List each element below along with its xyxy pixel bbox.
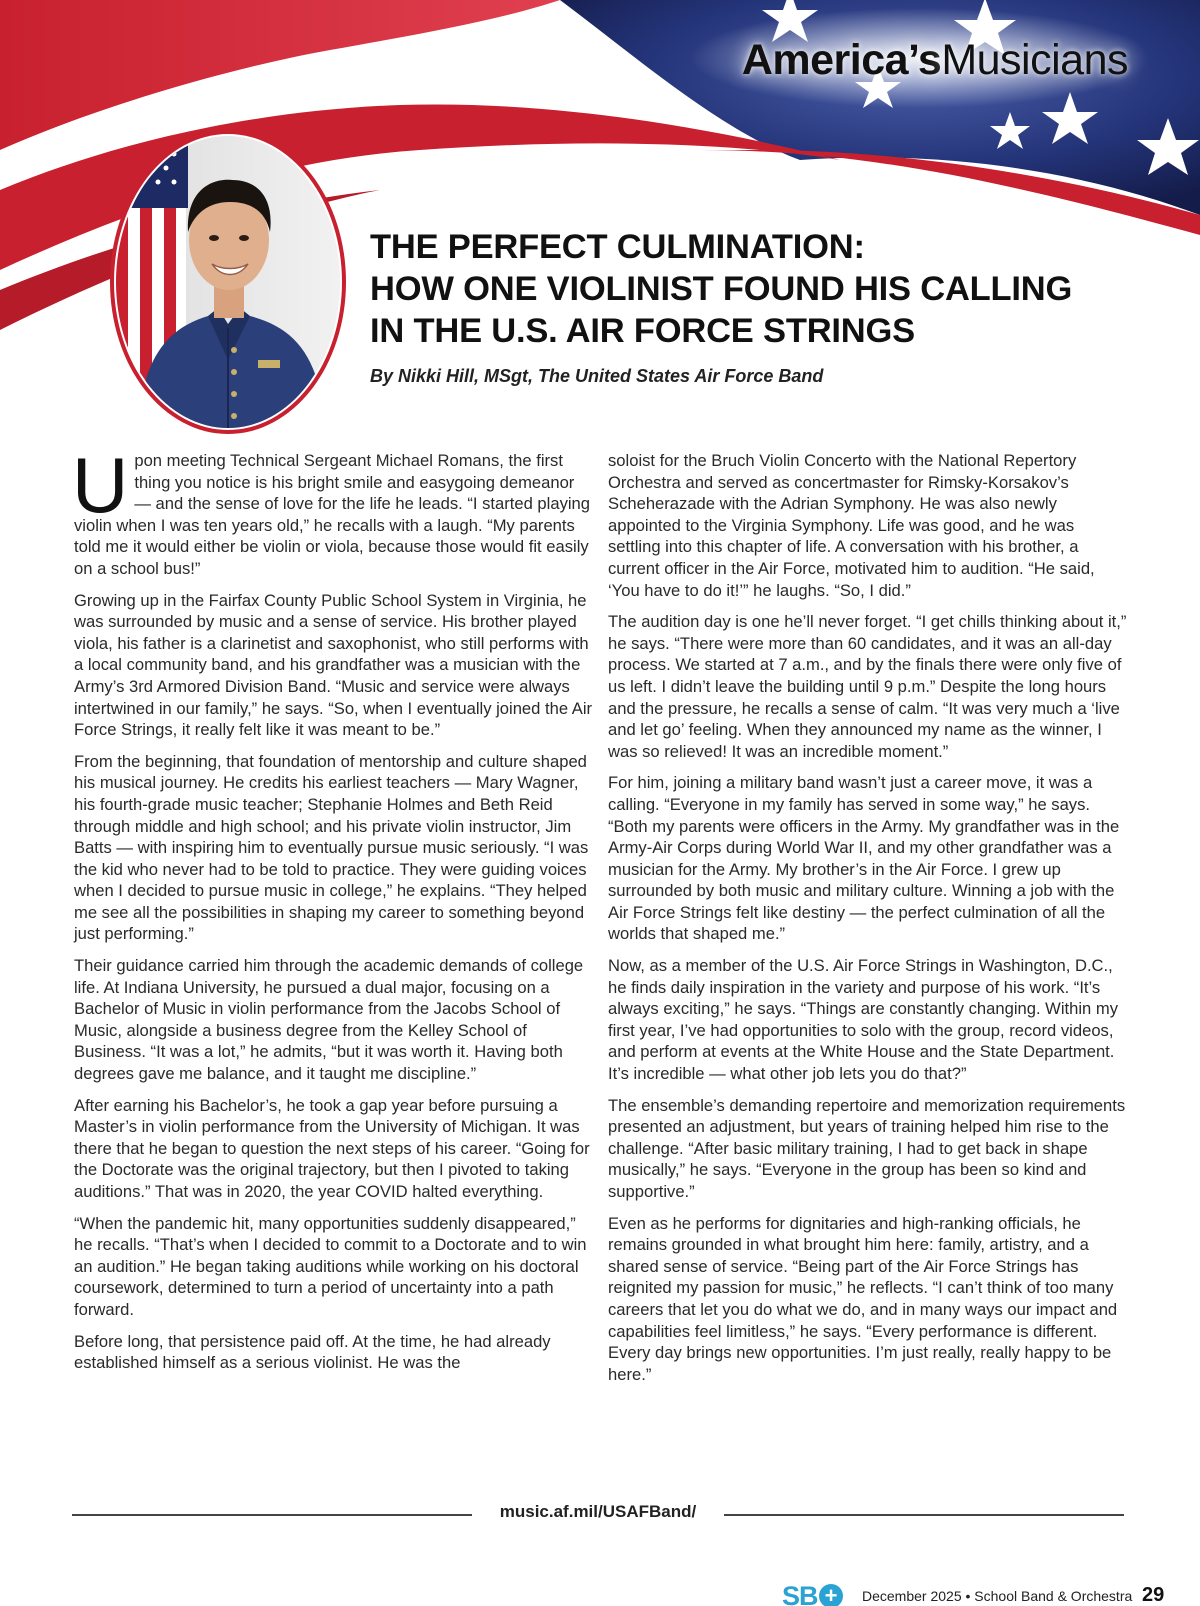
article-headline (370, 226, 1150, 352)
section-title (742, 36, 1128, 85)
footer-url-link[interactable]: music.af.mil/USAFBand/ (499, 1502, 697, 1521)
sbo-logo-plus-icon: + (819, 1584, 843, 1606)
dropcap: U (72, 441, 129, 529)
article-paragraph: The audition day is one he’ll never forget. “I get chills thinking about it,” he says. “There were more than 60 candidates, and it was an all-day process. We started at 7 a.m., and by the finals there were only five of us left. I didn’t leave the building until 9 p.m.” Despite the long hours and the pressure, he recalls a sense of calm. “It was very much a ‘live and let go’ feeling. When they announced my name as the winner, I was so relieved! It was an incredible moment.” (608, 612, 1127, 761)
article-paragraph: Their guidance carried him through the academic demands of college life. At Indiana University, he pursued a dual major, focusing on a Bachelor of Music in violin performance from the Jacobs School of Music, alongside a business degree from the Kelley School of Business. “It was a lot,” he admits, “but it was worth it. Having both degrees gave me balance, and it taught me discipline.” (74, 956, 584, 1084)
sbo-logo (782, 1582, 843, 1606)
sbo-logo-text: SB (782, 1581, 818, 1606)
footer-rule-right (724, 1514, 1124, 1516)
page-number: 29 (1142, 1584, 1165, 1606)
section-title-bold: America’s (741, 36, 942, 84)
headline-line-3: IN THE U.S. AIR FORCE STRINGS (370, 312, 915, 350)
article-paragraph: Now, as a member of the U.S. Air Force Strings in Washington, D.C., he finds daily inspiration in the variety and purpose of his work. “It’s always exciting,” he says. “Things are constantly changing. Within my first year, I’ve had opportunities to solo with the group, record videos, and perform at events at the White House and the State Department. It’s incredible — what other job lets you do that?” (608, 956, 1119, 1084)
article-column-left (72, 441, 594, 1384)
article-paragraph: The ensemble’s demanding repertoire and memorization requirements presented an adjustment, but years of training helped him rise to the challenge. “After basic military training, I had to get back in shape musically,” he says. “Everyone in the group has been so kind and supportive.” (608, 1095, 1126, 1201)
article-paragraph: From the beginning, that foundation of mentorship and culture shaped his musical journey. He credits his earliest teachers — Mary Wagner, his fourth-grade music teacher; Stephanie Holmes and Beth Reid through middle and high school; and his private violin instructor, Jim Batts — with inspiring him to eventually pursue music seriously. “I was the kid who never had to be told to practice. They were guiding voices when I decided to pursue music in college,” he explains. “They helped me see all the possibilities in shaping my career to something beyond just performing.” (74, 751, 589, 944)
publication-info: December 2025 • School Band & Orchestra (862, 1588, 1133, 1604)
article-paragraph: “When the pandemic hit, many opportunities suddenly disappeared,” he recalls. “That’s when I decided to commit to a Doctorate and to win an audition.” He began taking auditions while working on his doctoral coursework, determined to turn a period of uncertainty into a path forward. (74, 1213, 587, 1319)
headline-line-2: HOW ONE VIOLINIST FOUND HIS CALLING (370, 270, 1073, 308)
headline-line-1: THE PERFECT CULMINATION: (370, 228, 865, 266)
article-paragraph: For him, joining a military band wasn’t just a career move, it was a calling. “Everyone in my family has served in some way,” he says. “Both my parents were officers in the Army. My grandfather was in the Army-Air Corps during World War II, and my other grandfather was a musician for the Army. My brother’s in the Air Force. I grew up surrounded by both music and military culture. Winning a job with the Air Force Strings felt like destiny — the perfect culmination of all the worlds that shaped me.” (608, 773, 1120, 944)
portrait-photo (108, 128, 348, 436)
article-column-right (608, 450, 1128, 1395)
article-byline: By Nikki Hill, MSgt, The United States Air Force Band (370, 366, 824, 386)
article-paragraph: After earning his Bachelor’s, he took a gap year before pursuing a Master’s in violin performance from the University of Michigan. It was there that he began to question the next steps of his career. “Going for the Doctorate was the original trajectory, but then I pivoted to taking auditions.” That was in 2020, the year COVID halted everything. (74, 1095, 590, 1201)
section-title-light: Musicians (941, 36, 1128, 84)
paragraph-text: pon meeting Technical Sergeant Michael Romans, the first thing you notice is his bright smile and easygoing demeanor — and the sense of love for the life he leads. “I started playing violin when I was ten years old,” he recalls with a laugh. “My parents told me it would either be violin or viola, because those would fit easily on a school bus!” (74, 451, 591, 578)
article-paragraph: Growing up in the Fairfax County Public School System in Virginia, he was surrounded by music and a sense of service. His brother played viola, his father is a clarinetist and saxophonist, who still performs with a local community band, and his grandfather was a musician with the Army’s 3rd Armored Division Band. “Music and service were always intertwined in our family,” he says. “So, when I eventually joined the Air Force Strings, it really felt like it was meant to be.” (74, 590, 593, 740)
footer-rule-left (72, 1514, 472, 1516)
article-paragraph: Before long, that persistence paid off. At the time, he had already established himself as a serious violinist. He was the (74, 1331, 551, 1373)
article-paragraph: Even as he performs for dignitaries and high-ranking officials, he remains grounded in what brought him here: family, artistry, and a shared sense of service. “Being part of the Air Force Strings has reignited my passion for music,” he reflects. “I can’t think of too many careers that let you do what we do, and in many ways our impact and capabilities feel limitless,” he says. “Every performance is different. Every day brings new opportunities. I’m just really, really happy to be here.” (608, 1213, 1118, 1384)
article-paragraph: soloist for the Bruch Violin Concerto with the National Repertory Orchestra and served as concertmaster for Rimsky-Korsakov’s Scheherazade with the Adrian Symphony. He was also newly appointed to the Virginia Symphony. Life was good, and he was settling into this chapter of life. A conversation with his brother, a current officer in the Air Force, motivated him to audition. “He said, ‘You have to do it!’” he laughs. “So, I did.” (608, 451, 1095, 600)
article-paragraph (72, 441, 594, 580)
